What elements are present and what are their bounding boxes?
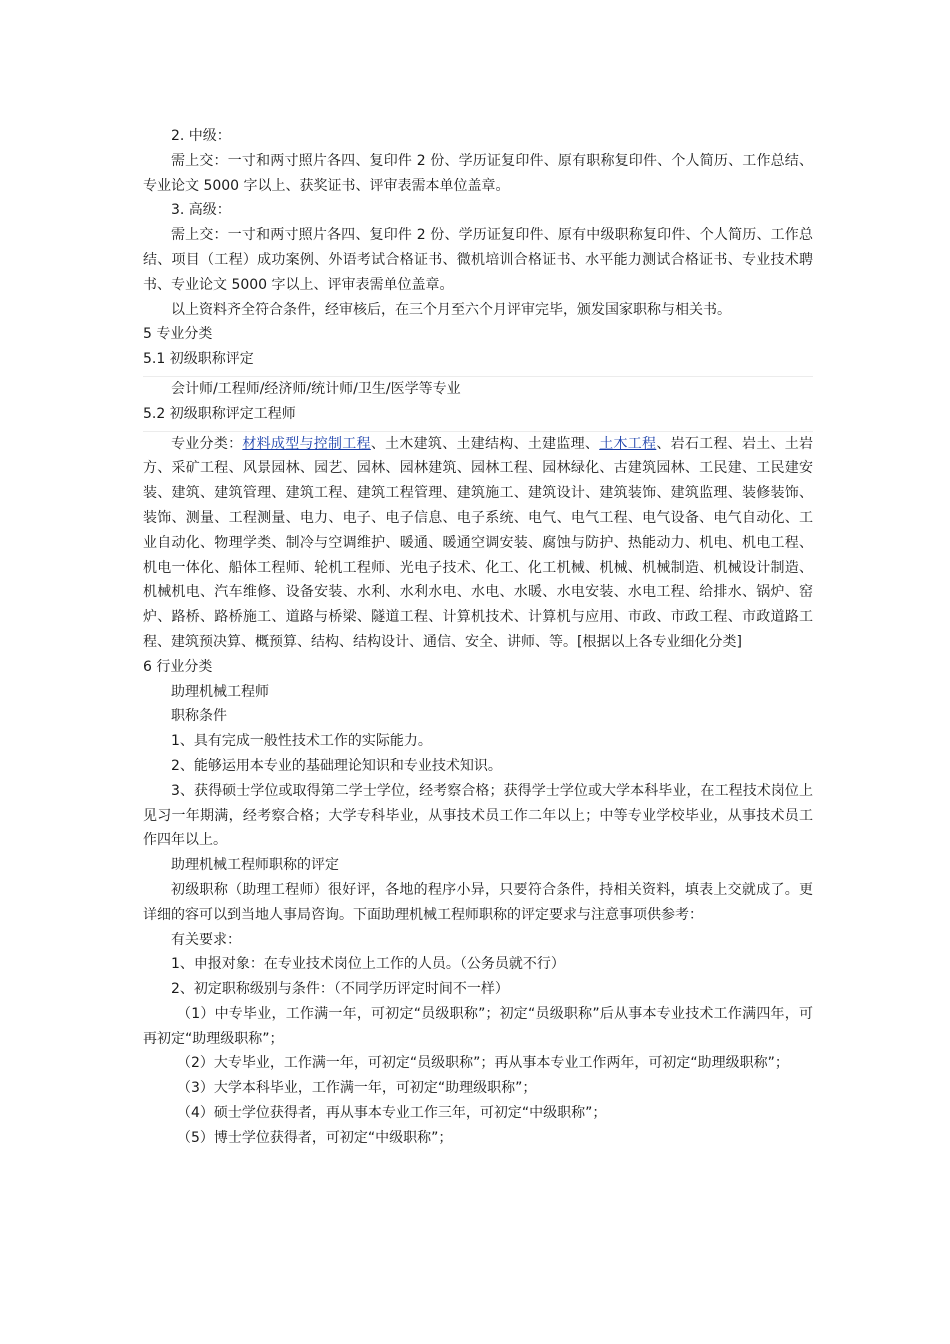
evaluation-title: 助理机械工程师职称的评定 — [171, 857, 339, 874]
level-rule-2: （2）大专毕业，工作满一年，可初定“员级职称”；再从事本专业工作两年，可初定“助理级职称”； — [177, 1055, 789, 1072]
level-rule-1: （1）中专毕业，工作满一年，可初定“员级职称”；初定“员级职称”后从事本专业技术工作满四年，可再初定“助理级职称”； — [143, 1005, 813, 1047]
section-5-1-heading: 5.1 初级职称评定 — [143, 351, 254, 368]
condition-1: 1、具有完成一般性技术工作的实际能力。 — [171, 733, 432, 750]
high-level-requirements: 需上交：一寸和两寸照片各四、复印件 2 份、学历证复印件、原有中级职称复印件、个人简历、工作总结、项目（工程）成功案例、外语考试合格证书、微机培训合格证书、水平能力测试合格证书、专业技术聘书、专业论文 5000 字以上、评审表需单位盖章。 — [143, 227, 813, 293]
specialty-prefix: 专业分类： — [171, 435, 243, 452]
requirements-title: 有关要求： — [171, 931, 241, 948]
evaluation-intro: 初级职称（助理工程师）很好评，各地的程序小异，只要符合条件，持相关资料，填表上交就成了。更详细的容可以到当地人事局咨询。下面助理机械工程师职称的评定要求与注意事项供参考： — [143, 881, 813, 923]
specialty-mid: 、土木建筑、土建结构、土建监理、 — [370, 435, 600, 452]
mid-level-title: 2. 中级： — [171, 128, 231, 144]
high-level-title: 3. 高级： — [171, 202, 231, 219]
level-rule-5: （5）博士学位获得者，可初定“中级职称”； — [177, 1129, 453, 1146]
specialty-list — [143, 432, 813, 655]
document-page — [143, 124, 813, 1151]
section-5-1-text: 会计师/工程师/经济师/统计师/卫生/医学等专业 — [171, 380, 461, 397]
mid-level-requirements: 需上交：一寸和两寸照片各四、复印件 2 份、学历证复印件、原有职称复印件、个人简历、工作总结、专业论文 5000 字以上、获奖证书、评审表需本单位盖章。 — [143, 152, 813, 194]
requirement-2: 2、初定职称级别与条件：（不同学历评定时间不一样） — [171, 981, 509, 998]
level-rule-4: （4）硕士学位获得者，再从事本专业工作三年，可初定“中级职称”； — [177, 1105, 607, 1122]
section-5-2-heading: 5.2 初级职称评定工程师 — [143, 405, 296, 422]
requirement-1: 1、申报对象：在专业技术岗位上工作的人员。（公务员就不行） — [171, 956, 565, 973]
condition-3: 3、获得硕士学位或取得第二学士学位，经考察合格；获得学士学位或大学本科毕业，在工程技术岗位上见习一年期满，经考察合格；大学专科毕业，从事技术员工作二年以上；中等专业学校毕业，从事技术员工作四年以上。 — [143, 782, 813, 849]
specialty-rest: 、岩石工程、岩土、土岩方、采矿工程、风景园林、园艺、园林、园林建筑、园林工程、园林绿化、古建筑园林、工民建、工民建安装、建筑、建筑管理、建筑工程、建筑工程管理、建筑施工、建筑设计、建筑装饰、建筑监理、装修装饰、装饰、测量、工程测量、电力、电子、电子信息、电子系统、电气、电气工程、电气设备、电气自动化、工业自动化、物理学类、制冷与空调维护、暖通、暖通空调安装、腐蚀与防护、热能动力、机电、机电工程、机电一体化、船体工程师、轮机工程师、光电子技术、化工、化工机械、机械、机械制造、机械设计制造、机械机电、汽车维修、设备安装、水利、水利水电、水电、水暖、水电安装、水电工程、给排水、锅炉、窑炉、路桥、路桥施工、道路与桥梁、隧道工程、计算机技术、计算机与应用、市政、市政工程、市政道路工程、建筑预决算、概预算、结构、结构设计、通信、安全、讲师、等。[根据以上各专业细化分类] — [143, 435, 814, 650]
link-materials-forming[interactable]: 材料成型与控制工程 — [242, 435, 371, 452]
section-6-heading: 6 行业分类 — [143, 658, 213, 675]
conditions-title: 职称条件 — [171, 708, 227, 725]
review-summary: 以上资料齐全符合条件，经审核后，在三个月至六个月评审完毕，颁发国家职称与相关书。 — [171, 301, 731, 318]
section-5-heading: 5 专业分类 — [143, 326, 213, 343]
assistant-engineer-title: 助理机械工程师 — [171, 683, 269, 700]
link-civil-engineering[interactable]: 土木工程 — [599, 435, 657, 452]
level-rule-3: （3）大学本科毕业，工作满一年，可初定“助理级职称”； — [177, 1080, 537, 1097]
condition-2: 2、能够运用本专业的基础理论知识和专业技术知识。 — [171, 757, 502, 774]
